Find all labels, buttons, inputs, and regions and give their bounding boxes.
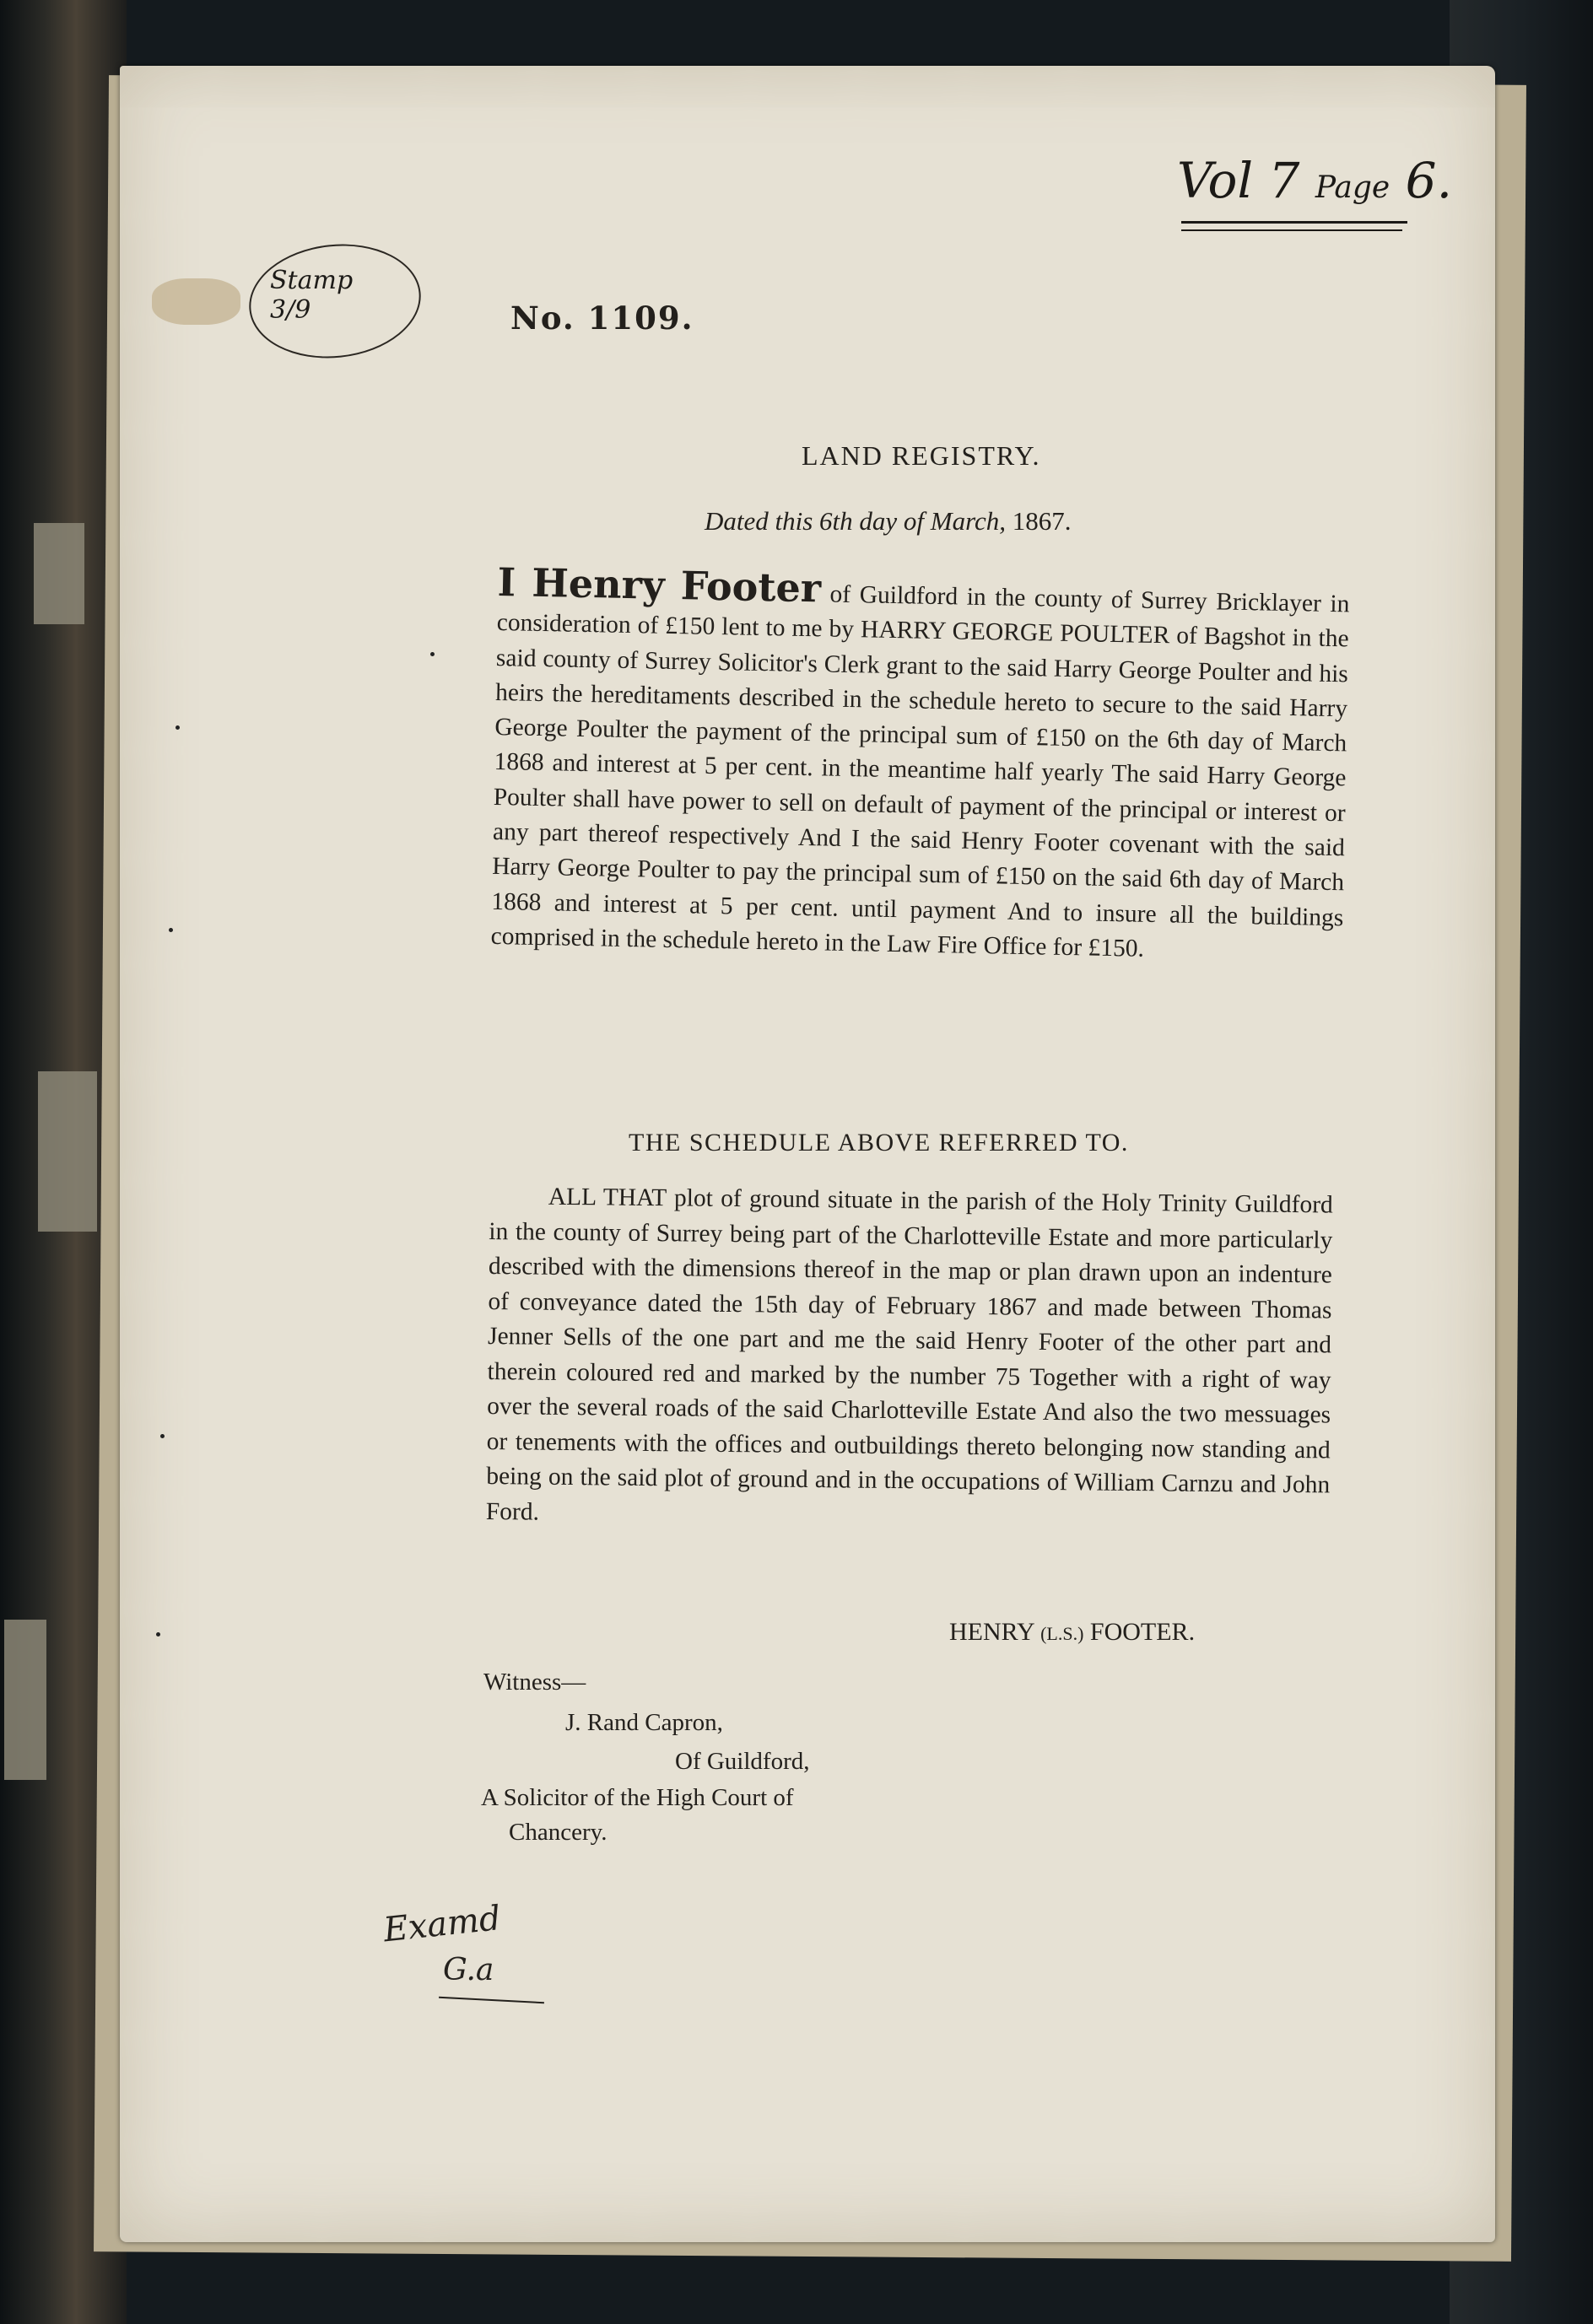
schedule-body: [485, 1179, 1333, 1610]
margin-mark: [160, 1434, 165, 1438]
examiner-initials: G.a: [443, 1953, 494, 1987]
deed-body: [488, 559, 1350, 1092]
signature-last: FOOTER.: [1089, 1618, 1196, 1646]
underline: [1181, 221, 1407, 224]
stamp-text: Stamp 3/9: [270, 266, 354, 325]
page-number: 6.: [1405, 152, 1453, 209]
schedule-lead: ALL THAT: [548, 1183, 667, 1212]
margin-mark: [169, 928, 173, 932]
underline: [1181, 229, 1402, 231]
volume-reference: [1177, 152, 1453, 228]
signature-line: [949, 1618, 1287, 1656]
paper-stain: [152, 278, 240, 325]
date-prefix: Dated this 6th day of March,: [705, 506, 1007, 536]
schedule-paragraph: [486, 1179, 1333, 1538]
page-title: LAND REGISTRY.: [802, 440, 1041, 471]
signature-first: HENRY: [949, 1618, 1034, 1646]
margin-mark: [430, 652, 435, 656]
witness-name: [565, 1709, 818, 1743]
witness-title-cont: Chancery.: [509, 1819, 608, 1846]
document-number: No. 1109.: [510, 299, 694, 337]
witness-location: Of Guildford,: [675, 1748, 810, 1775]
page-label: Page: [1315, 170, 1390, 205]
deed-text: of Guildford in the county of Surrey Bricklayer in consideration of £150 lent to me by HARRY GEORGE POULTER of Bagshot in the said county of Surrey Solicitor's Clerk grant to the said Harry George Poulter and his heirs the hereditaments described in the schedule hereto to secure to the said Harry George Poulter the payment of the principal sum of £150 on the 6th day of March 1868 and interest at 5 per cent. in the meantime half yearly The said Harry George Poulter shall have power to sell on default of payment of the principal or interest or any part thereof respectively And I the said Henry Footer covenant with the said Harry George Poulter to pay the principal sum of £150 on the said 6th day of March 1868 and interest at 5 per cent. until payment And to insure all the buildings comprised in the schedule hereto in the Law Fire Office for £150.: [490, 580, 1350, 962]
margin-mark: [156, 1632, 160, 1637]
schedule-heading: THE SCHEDULE ABOVE REFERRED TO.: [629, 1129, 1129, 1157]
date-year: 1867.: [1012, 506, 1072, 536]
schedule-text: plot of ground situate in the parish of the Holy Trinity Guildford in the county of Surrey being part of the Charlotteville Estate and more particularly described with the dimensions thereof in the map or plan drawn upon an indenture of conveyance dated the 15th day of February 1867 and made between Thomas Jenner Sells of the one part and me the said Henry Footer of the other part and therein coloured red and marked by the number 75 Together with a right of way over the several roads of the said Charlotteville Estate And also the two messuages or tenements with the offices and outbuildings thereto belonging now standing and being on the said plot of ground and in the occupations of William Carnzu and John Ford.: [485, 1184, 1333, 1526]
binding-tape: [34, 523, 84, 624]
witness-label: Witness—: [483, 1669, 586, 1696]
volume-number: Vol 7: [1177, 152, 1300, 209]
margin-mark: [176, 725, 180, 730]
witness-name-rest: Rand Capron,: [586, 1709, 723, 1736]
witness-initial: J.: [565, 1709, 581, 1736]
witness-title: A Solicitor of the High Court of: [481, 1784, 794, 1811]
binding-tape: [4, 1620, 46, 1780]
date-line: [705, 506, 1177, 544]
deed-opening: I Henry Footer: [497, 559, 822, 612]
binding-tape: [38, 1071, 97, 1232]
signature-seal: (L.S.): [1040, 1623, 1084, 1644]
examined-annotation: Examd: [381, 1899, 503, 1950]
